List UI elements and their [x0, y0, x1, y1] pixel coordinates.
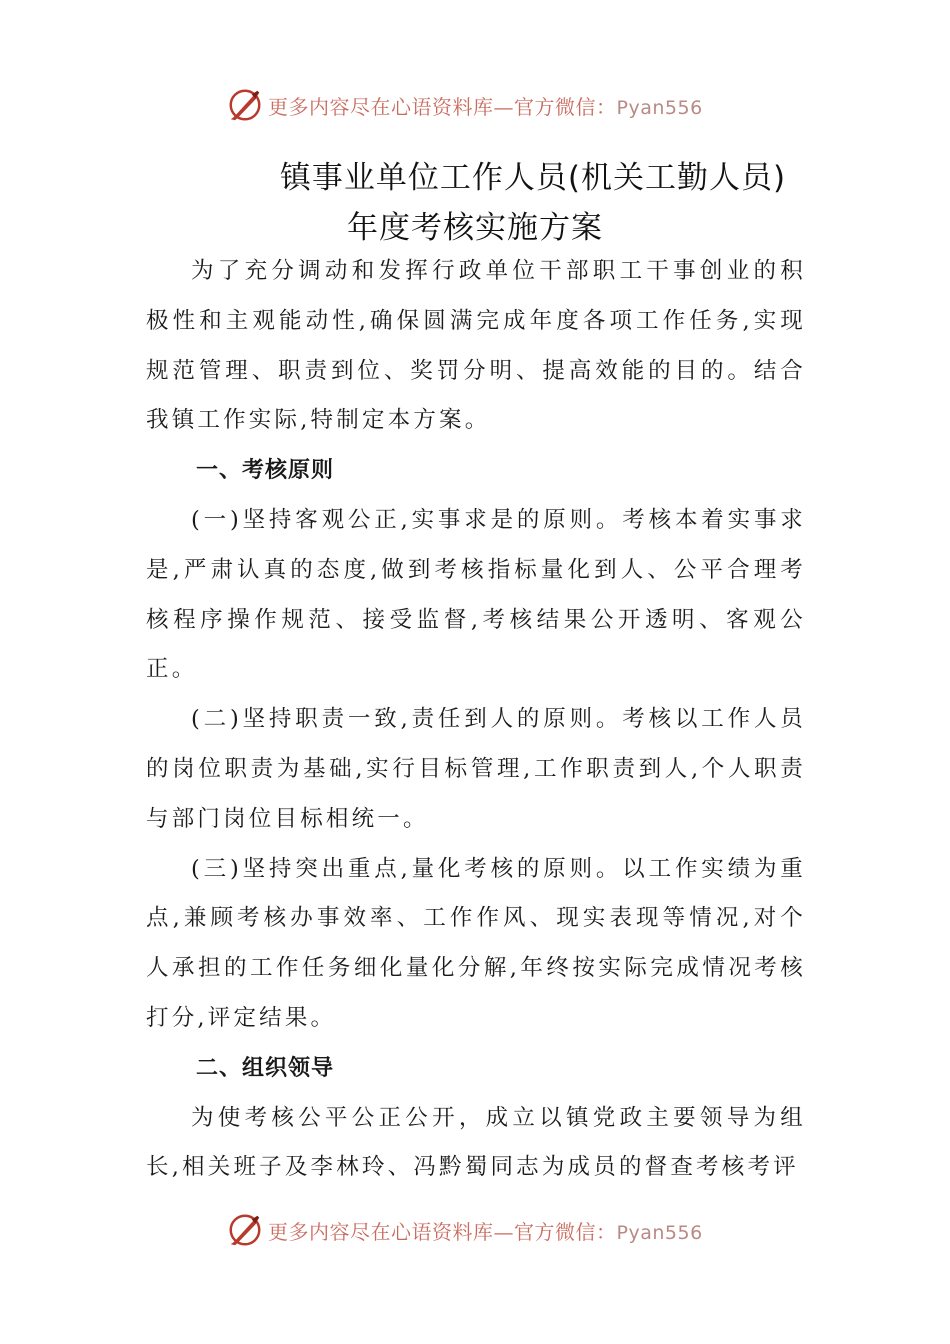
pen-nib-logo-icon: [226, 86, 264, 124]
banner-text: 更多内容尽在心语资料库—官方微信：Pyan556: [268, 94, 703, 119]
banner-wechat-id: Pyan556: [616, 96, 703, 119]
footer-watermark-banner: [226, 1210, 703, 1250]
header-watermark-banner: [226, 85, 703, 125]
principle-paragraph-3: (三)坚持突出重点,量化考核的原则。以工作实绩为重点,兼顾考核办事效率、工作作风、现实表现等情况,对个人承担的工作任务细化量化分解,年终按实际完成情况考核打分,评定结果。: [146, 855, 806, 1031]
section-heading-leadership: 二、组织领导: [196, 1055, 335, 1081]
document-title-line-2: 年度考核实施方案: [347, 210, 603, 246]
banner-wechat-id: Pyan556: [616, 1221, 703, 1244]
banner-text: 更多内容尽在心语资料库—官方微信：Pyan556: [268, 1219, 703, 1244]
principle-paragraph-2: (二)坚持职责一致,责任到人的原则。考核以工作人员的岗位职责为基础,实行目标管理,工作职责到人,个人职责与部门岗位目标相统一。: [146, 706, 806, 832]
document-title-line-1: 镇事业单位工作人员(机关工勤人员): [279, 160, 787, 196]
pen-nib-logo-icon: [226, 1211, 264, 1249]
leadership-paragraph-1: 为使考核公平公正公开，成立以镇党政主要领导为组长,相关班子及李林玲、冯黔蜀同志为成员的督查考核考评: [146, 1104, 806, 1181]
principle-paragraph-1: (一)坚持客观公正,实事求是的原则。考核本着实事求是,严肃认真的态度,做到考核指标量化到人、公平合理考核程序操作规范、接受监督,考核结果公开透明、客观公正。: [146, 506, 806, 683]
intro-paragraph: 为了充分调动和发挥行政单位干部职工干事创业的积极性和主观能动性,确保圆满完成年度各项工作任务,实现规范管理、职责到位、奖罚分明、提高效能的目的。结合我镇工作实际,特制定本方案。: [146, 258, 806, 434]
document-body: [146, 247, 806, 1193]
section-heading-principles: 一、考核原则: [196, 458, 335, 484]
